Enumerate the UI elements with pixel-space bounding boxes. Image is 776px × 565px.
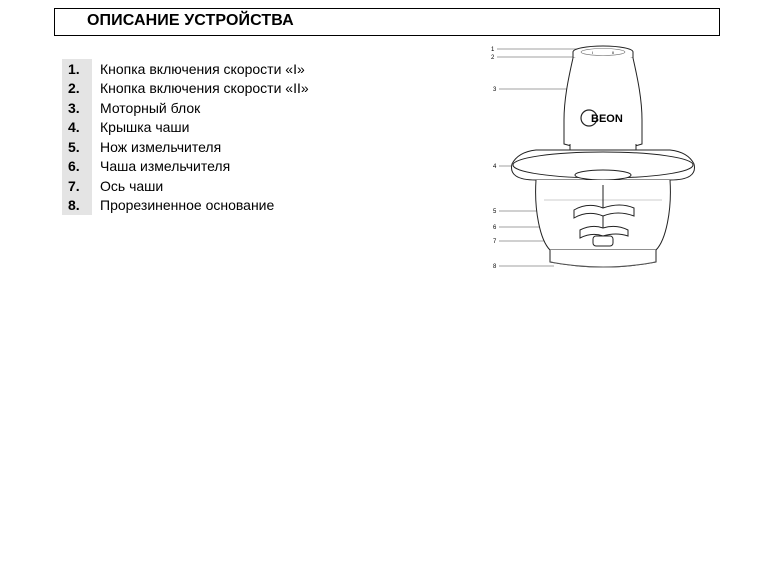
item-label: Крышка чаши [100,119,190,136]
section-title: ОПИСАНИЕ УСТРОЙСТВА [87,12,294,29]
list-item [62,196,309,216]
item-label: Нож измельчителя [100,138,222,155]
list-item [62,59,309,79]
item-number: 4. [62,118,92,138]
item-label: Ось чаши [100,177,164,194]
item-label: Кнопка включения скорости «I» [100,60,305,77]
callout-8: 8 [493,264,497,270]
item-label: Чаша измельчителя [100,158,231,175]
list-item [62,98,309,118]
parts-list [62,59,309,215]
item-number: 3. [62,98,92,118]
motor-unit [564,46,642,161]
item-number: 6. [62,157,92,177]
item-number: 1. [62,59,92,79]
callout-2: 2 [491,55,495,61]
rubber-base [550,250,656,267]
list-item [62,157,309,177]
list-item [62,79,309,99]
item-label: Прорезиненное основание [100,197,275,214]
list-item [62,176,309,196]
callout-6: 6 [493,225,497,231]
list-item [62,137,309,157]
callout-4: 4 [493,164,497,170]
chopper-illustration [488,40,718,285]
speed-button-1-label: I [592,50,594,55]
item-label: Кнопка включения скорости «II» [100,80,309,97]
item-number: 2. [62,79,92,99]
bowl-lid [512,150,695,180]
item-label: Моторный блок [100,99,201,116]
item-number: 5. [62,137,92,157]
brand-name: BEON [591,113,623,125]
callout-5: 5 [493,209,497,215]
section-title-box [54,8,720,36]
callout-3: 3 [493,87,497,93]
chopper-diagram [488,40,718,285]
speed-button-2-label: II [612,50,615,55]
list-item [62,118,309,138]
callout-7: 7 [493,239,497,245]
callout-1: 1 [491,47,495,53]
item-number: 8. [62,196,92,216]
item-number: 7. [62,176,92,196]
